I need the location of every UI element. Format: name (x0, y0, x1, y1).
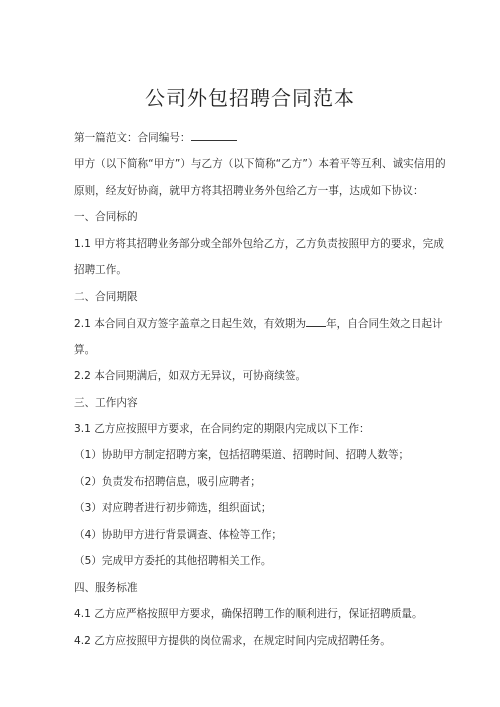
contract-number-line (74, 129, 237, 146)
list-item: （5）完成甲方委托的其他招聘相关工作。 (74, 555, 272, 567)
paragraph-line: 招聘工作。 (74, 264, 127, 276)
contract-number-blank (191, 129, 237, 141)
list-item: （2）负责发布招聘信息，吸引应聘者； (74, 476, 261, 488)
term-text-before: 2.1 本合同自双方签字盖章之日起生效，有效期为 (74, 318, 307, 330)
paragraph-line: 3.1 乙方应按照甲方要求，在合同约定的期限内完成以下工作： (74, 423, 370, 435)
list-item: （3）对应聘者进行初步筛选，组织面试； (74, 502, 272, 514)
section-heading: 二、合同期限 (74, 291, 138, 303)
contract-number-label: 第一篇范文：合同编号： (74, 132, 191, 144)
term-text-after: 年，自合同生效之日起计 (326, 318, 443, 330)
paragraph-line: 甲方（以下简称“甲方”）与乙方（以下简称“乙方”）本着平等互利、诚实信用的 (74, 158, 446, 170)
section-heading: 一、合同标的 (74, 211, 138, 223)
term-line (74, 315, 443, 332)
list-item: （1）协助甲方制定招聘方案，包括招聘渠道、招聘时间、招聘人数等； (74, 449, 410, 461)
document-title: 公司外包招聘合同范本 (145, 86, 355, 110)
paragraph-line: 4.2 乙方应按照甲方提供的岗位需求，在规定时间内完成招聘任务。 (74, 635, 391, 647)
section-heading: 三、工作内容 (74, 397, 138, 409)
section-heading: 四、服务标准 (74, 582, 138, 594)
paragraph-line: 算。 (74, 344, 96, 356)
paragraph-line: 原则，经友好协商，就甲方将其招聘业务外包给乙方一事，达成如下协议： (74, 185, 424, 197)
paragraph-line: 1.1 甲方将其招聘业务部分或全部外包给乙方，乙方负责按照甲方的要求，完成 (74, 238, 444, 250)
list-item: （4）协助甲方进行背景调查、体检等工作； (74, 529, 283, 541)
term-years-blank (306, 315, 326, 327)
paragraph-line: 4.1 乙方应严格按照甲方要求，确保招聘工作的顺利进行，保证招聘质量。 (74, 608, 423, 620)
paragraph-line: 2.2 本合同期满后，如双方无异议，可协商续签。 (74, 370, 307, 382)
